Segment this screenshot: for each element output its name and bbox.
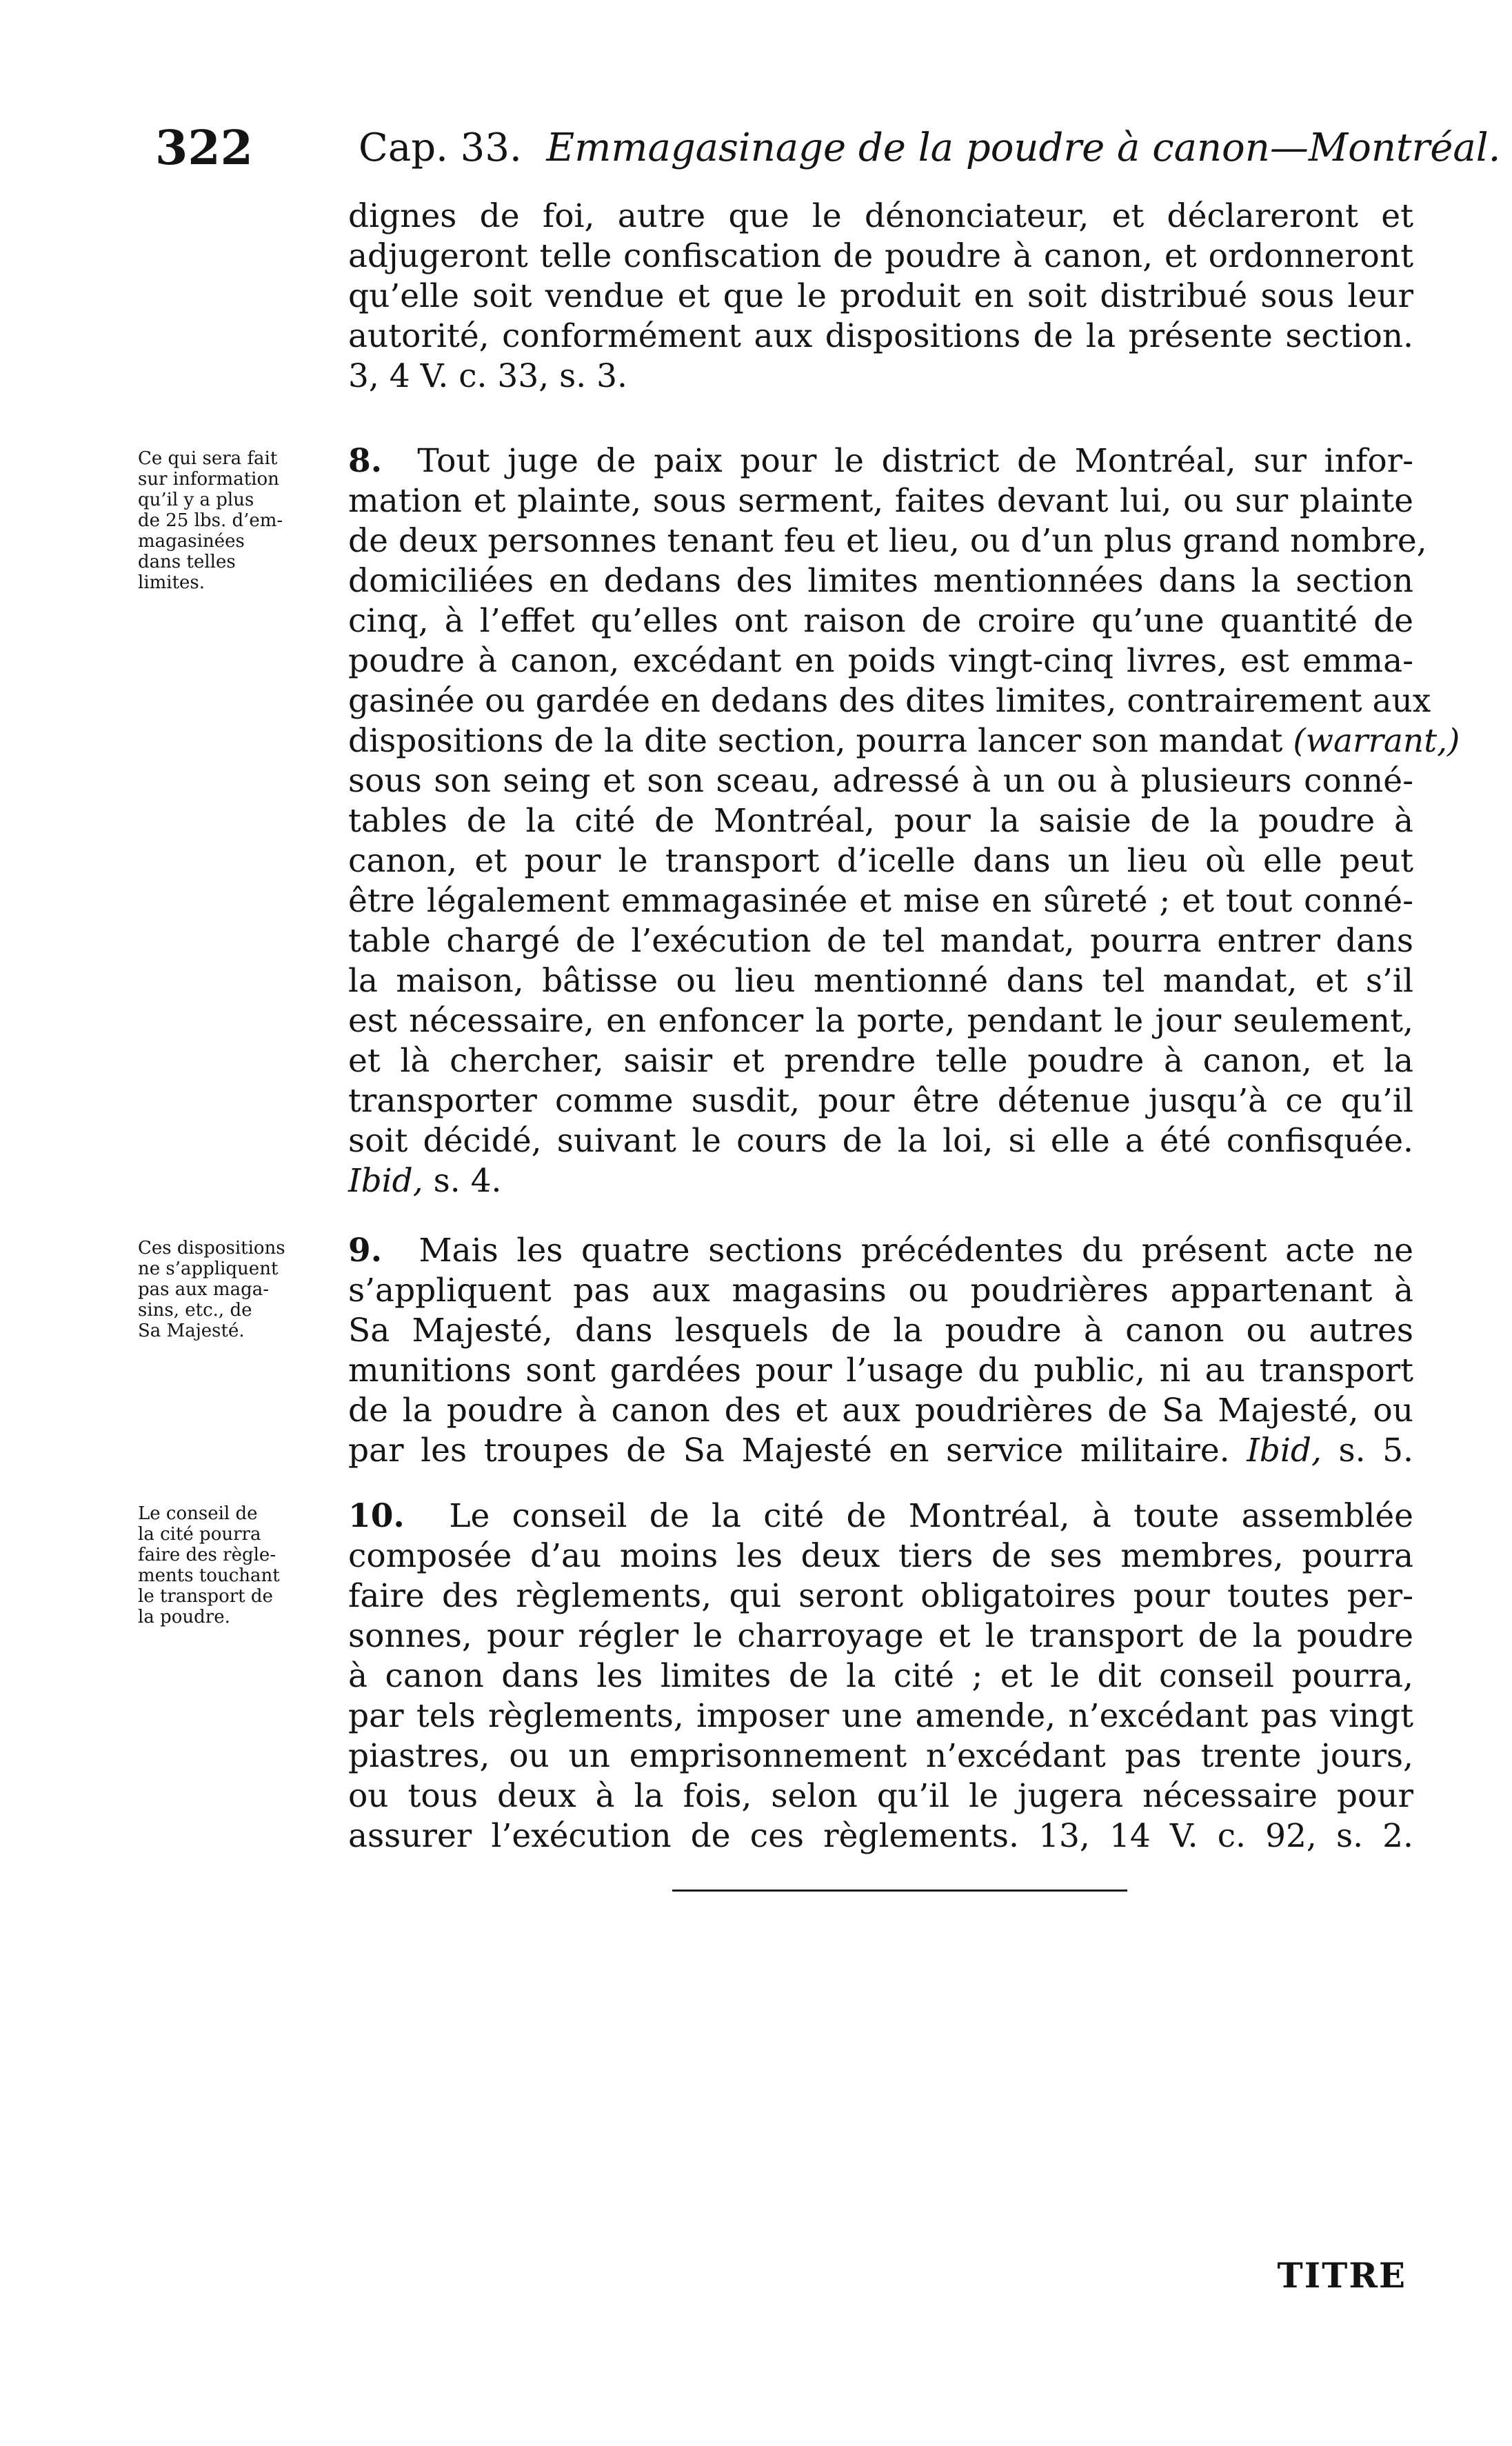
text-line: dignes de foi, autre que le dénonciateur, et déclareront et (348, 197, 1413, 235)
section-divider-rule (672, 1889, 1127, 1892)
text-line: s’appliquent pas aux magasins ou poudrières appartenant à (348, 1272, 1413, 1310)
section-8 (348, 441, 1460, 1201)
margin-note-line: sur information (138, 469, 279, 490)
text-line-content: dispositions de la dite section, pourra lancer son mandat (348, 722, 1283, 760)
text-line: poudre à canon, excédant en poids vingt-cinq livres, est emma- (348, 642, 1413, 680)
text-line: sous son seing et son sceau, adressé à un ou à plusieurs conné- (348, 762, 1413, 800)
text-line: sonnes, pour régler le charroyage et le transport de la poudre (348, 1617, 1413, 1655)
margin-note-line: pas aux maga- (138, 1279, 270, 1300)
citation-ibid: Ibid, (1247, 1432, 1322, 1470)
text-line: et là chercher, saisir et prendre telle poudre à canon, et la (348, 1042, 1413, 1080)
section-number: 8. (348, 442, 383, 480)
text-line: faire des règlements, qui seront obligatoires pour toutes per- (348, 1577, 1413, 1615)
chapter-label: Cap. 33. (359, 126, 522, 170)
text-line: de deux personnes tenant feu et lieu, ou d’un plus grand nombre, (348, 522, 1427, 560)
catchword: TITRE (1277, 2255, 1407, 2296)
text-line-content: par les troupes de Sa Majesté en service militaire. (348, 1432, 1230, 1470)
text-line: munitions sont gardées pour l’usage du public, ni au transport (348, 1352, 1413, 1390)
text-line: piastres, ou un emprisonnement n’excédant pas trente jours, (348, 1737, 1413, 1775)
text-line: par tels règlements, imposer une amende, n’excédant pas vingt (348, 1697, 1413, 1735)
text-line: à canon dans les limites de la cité ; et le dit conseil pourra, (348, 1657, 1413, 1695)
text-line: cinq, à l’effet qu’elles ont raison de croire qu’une quantité de (348, 602, 1413, 640)
margin-note-line: dans telles (138, 552, 236, 572)
citation: 3, 4 V. c. 33, s. 3. (348, 357, 627, 395)
margin-note-line: sins, etc., de (138, 1300, 252, 1321)
margin-note-section-8 (138, 448, 345, 593)
section-number: 10. (348, 1497, 405, 1535)
citation-ibid: Ibid, (348, 1162, 423, 1200)
text-line (348, 1431, 1413, 1471)
text-line: gasinée ou gardée en dedans des dites limites, contrairement aux (348, 682, 1431, 720)
text-line (348, 1231, 1413, 1271)
warrant-term: (warrant,) (1293, 722, 1460, 760)
margin-note-line: la poudre. (138, 1607, 230, 1627)
text-line (348, 1496, 1413, 1536)
citation: 13, 14 V. c. 92, s. 2. (1038, 1817, 1413, 1855)
text-line: table chargé de l’exécution de tel mandat, pourra entrer dans (348, 922, 1413, 960)
margin-note-line: limites. (138, 572, 205, 593)
continuation-paragraph (348, 197, 1413, 397)
text-line: soit décidé, suivant le cours de la loi, si elle a été confisquée. (348, 1122, 1413, 1160)
text-line: être légalement emmagasinée et mise en sûreté ; et tout conné- (348, 882, 1413, 920)
margin-note-line: faire des règle- (138, 1545, 276, 1565)
page-header (155, 117, 1501, 179)
margin-note-line: ne s’appliquent (138, 1259, 279, 1279)
text-line-content: Le conseil de la cité de Montréal, à toute assemblée (449, 1497, 1413, 1535)
margin-note-line: le transport de (138, 1586, 273, 1607)
text-line (348, 441, 1413, 481)
citation-ref: s. 4. (423, 1162, 502, 1200)
text-line: qu’elle soit vendue et que le produit en soit distribué sous leur (348, 277, 1413, 315)
margin-note-line: de 25 lbs. d’em- (138, 510, 283, 531)
text-line: composée d’au moins les deux tiers de ses membres, pourra (348, 1537, 1413, 1575)
margin-note-section-10 (138, 1503, 345, 1627)
text-line: mation et plainte, sous serment, faites devant lui, ou sur plainte (348, 482, 1413, 520)
text-line (348, 721, 1460, 761)
margin-note-line: magasinées (138, 531, 245, 552)
citation (348, 1161, 1413, 1201)
margin-note-line: Le conseil de (138, 1503, 258, 1524)
text-line: autorité, conformément aux dispositions de la présente section. (348, 317, 1413, 355)
margin-note-line: la cité pourra (138, 1524, 261, 1545)
margin-note-line: Ces dispositions (138, 1238, 285, 1259)
margin-note-line: Ce qui sera fait (138, 448, 278, 469)
text-line-content: Mais les quatre sections précédentes du présent acte ne (419, 1232, 1413, 1270)
text-line: tables de la cité de Montréal, pour la saisie de la poudre à (348, 802, 1413, 840)
running-title (359, 117, 1500, 179)
text-line: domiciliées en dedans des limites mentionnées dans la section (348, 562, 1413, 600)
text-line: transporter comme susdit, pour être détenue jusqu’à ce qu’il (348, 1082, 1413, 1120)
text-line: de la poudre à canon des et aux poudrières de Sa Majesté, ou (348, 1392, 1413, 1430)
text-line-content: Tout juge de paix pour le district de Montréal, sur infor- (417, 442, 1413, 480)
text-line: la maison, bâtisse ou lieu mentionné dans tel mandat, et s’il (348, 962, 1413, 1000)
margin-note-line: ments touchant (138, 1565, 280, 1586)
page-number: 322 (155, 121, 253, 176)
section-10 (348, 1496, 1413, 1856)
text-line: canon, et pour le transport d’icelle dans un lieu où elle peut (348, 842, 1413, 880)
text-line-content: assurer l’exécution de ces règlements. (348, 1817, 1019, 1855)
text-line: ou tous deux à la fois, selon qu’il le jugera nécessaire pour (348, 1777, 1413, 1815)
margin-note-line: qu’il y a plus (138, 490, 254, 510)
margin-note-line: Sa Majesté. (138, 1321, 245, 1341)
margin-note-section-9 (138, 1238, 345, 1341)
citation-ref: s. 5. (1321, 1432, 1413, 1470)
chapter-title: Emmagasinage de la poudre à canon—Montréal. (546, 126, 1501, 170)
section-9 (348, 1231, 1413, 1471)
text-line: adjugeront telle confiscation de poudre à canon, et ordonneront (348, 237, 1413, 275)
text-line: est nécessaire, en enfoncer la porte, pendant le jour seulement, (348, 1002, 1413, 1040)
section-number: 9. (348, 1232, 383, 1270)
text-line: Sa Majesté, dans lesquels de la poudre à canon ou autres (348, 1312, 1413, 1350)
text-line (348, 1816, 1413, 1856)
